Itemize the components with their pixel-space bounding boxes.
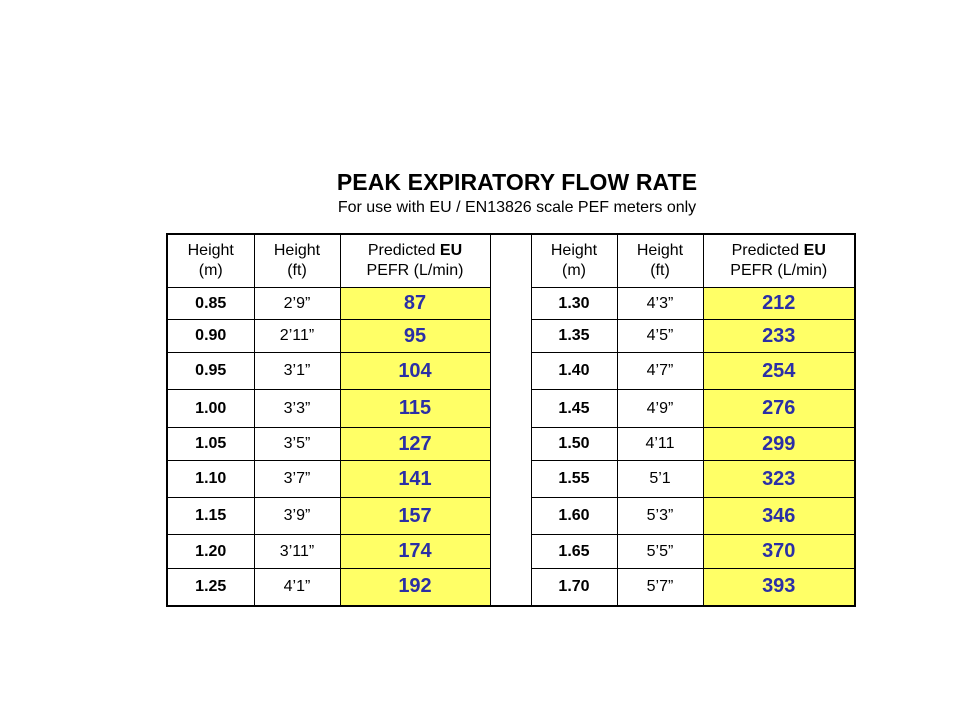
height-ft-cell: 3’9” xyxy=(254,497,340,535)
column-gap xyxy=(490,288,531,320)
header-height-ft-right: Height (ft) xyxy=(617,234,703,288)
pefr-value-cell: 87 xyxy=(340,288,490,320)
table-row xyxy=(167,568,855,606)
height-m-cell: 1.65 xyxy=(531,535,617,568)
header-height-m-right: Height (m) xyxy=(531,234,617,288)
height-m-cell: 1.60 xyxy=(531,497,617,535)
pefr-value-cell: 95 xyxy=(340,320,490,352)
height-ft-cell: 2’11” xyxy=(254,320,340,352)
height-m-cell: 1.40 xyxy=(531,352,617,390)
pefr-value-cell: 192 xyxy=(340,568,490,606)
pefr-value-cell: 323 xyxy=(703,461,855,498)
height-m-cell: 0.95 xyxy=(167,352,254,390)
column-gap xyxy=(490,427,531,460)
page-subtitle: For use with EU / EN13826 scale PEF meters only xyxy=(337,199,697,216)
pefr-value-cell: 393 xyxy=(703,568,855,606)
height-ft-cell: 3’7” xyxy=(254,461,340,498)
height-m-cell: 1.25 xyxy=(167,568,254,606)
table-row xyxy=(167,535,855,568)
pefr-value-cell: 254 xyxy=(703,352,855,390)
table-header-row xyxy=(167,234,855,288)
height-ft-cell: 3’3” xyxy=(254,390,340,428)
height-ft-cell: 4’3” xyxy=(617,288,703,320)
column-gap xyxy=(490,568,531,606)
height-ft-cell: 2’9” xyxy=(254,288,340,320)
height-m-cell: 1.00 xyxy=(167,390,254,428)
height-ft-cell: 5’3” xyxy=(617,497,703,535)
column-gap xyxy=(490,535,531,568)
pefr-value-cell: 174 xyxy=(340,535,490,568)
height-m-cell: 1.35 xyxy=(531,320,617,352)
pefr-value-cell: 299 xyxy=(703,427,855,460)
column-gap xyxy=(490,497,531,535)
height-ft-cell: 4’1” xyxy=(254,568,340,606)
height-m-cell: 1.50 xyxy=(531,427,617,460)
pefr-table xyxy=(166,233,856,607)
table-row xyxy=(167,320,855,352)
pefr-value-cell: 212 xyxy=(703,288,855,320)
height-m-cell: 1.10 xyxy=(167,461,254,498)
height-ft-cell: 5’7” xyxy=(617,568,703,606)
pefr-table-container xyxy=(166,233,854,607)
height-m-cell: 1.15 xyxy=(167,497,254,535)
height-ft-cell: 4’5” xyxy=(617,320,703,352)
header-pefr-left: Predicted EU PEFR (L/min) xyxy=(340,234,490,288)
pefr-value-cell: 127 xyxy=(340,427,490,460)
height-ft-cell: 5’5” xyxy=(617,535,703,568)
height-m-cell: 1.20 xyxy=(167,535,254,568)
height-m-cell: 0.90 xyxy=(167,320,254,352)
table-row xyxy=(167,497,855,535)
table-row xyxy=(167,288,855,320)
height-ft-cell: 3’5” xyxy=(254,427,340,460)
page-title: PEAK EXPIRATORY FLOW RATE xyxy=(336,169,698,195)
table-row xyxy=(167,390,855,428)
column-gap xyxy=(490,320,531,352)
header-height-m-left: Height (m) xyxy=(167,234,254,288)
column-gap xyxy=(490,390,531,428)
pefr-value-cell: 157 xyxy=(340,497,490,535)
column-gap xyxy=(490,234,531,288)
column-gap xyxy=(490,461,531,498)
pefr-value-cell: 233 xyxy=(703,320,855,352)
height-m-cell: 1.05 xyxy=(167,427,254,460)
header-height-ft-left: Height (ft) xyxy=(254,234,340,288)
height-ft-cell: 3’11” xyxy=(254,535,340,568)
table-row xyxy=(167,461,855,498)
height-ft-cell: 5’1 xyxy=(617,461,703,498)
height-ft-cell: 4’9” xyxy=(617,390,703,428)
pefr-value-cell: 115 xyxy=(340,390,490,428)
table-body xyxy=(167,288,855,607)
pefr-value-cell: 104 xyxy=(340,352,490,390)
pefr-value-cell: 346 xyxy=(703,497,855,535)
height-ft-cell: 4’11 xyxy=(617,427,703,460)
height-m-cell: 1.70 xyxy=(531,568,617,606)
column-gap xyxy=(490,352,531,390)
height-m-cell: 1.45 xyxy=(531,390,617,428)
header-pefr-right: Predicted EU PEFR (L/min) xyxy=(703,234,855,288)
table-row xyxy=(167,352,855,390)
height-ft-cell: 3’1” xyxy=(254,352,340,390)
height-m-cell: 0.85 xyxy=(167,288,254,320)
height-m-cell: 1.30 xyxy=(531,288,617,320)
pefr-value-cell: 370 xyxy=(703,535,855,568)
table-row xyxy=(167,427,855,460)
pefr-value-cell: 276 xyxy=(703,390,855,428)
pefr-value-cell: 141 xyxy=(340,461,490,498)
height-m-cell: 1.55 xyxy=(531,461,617,498)
height-ft-cell: 4’7” xyxy=(617,352,703,390)
